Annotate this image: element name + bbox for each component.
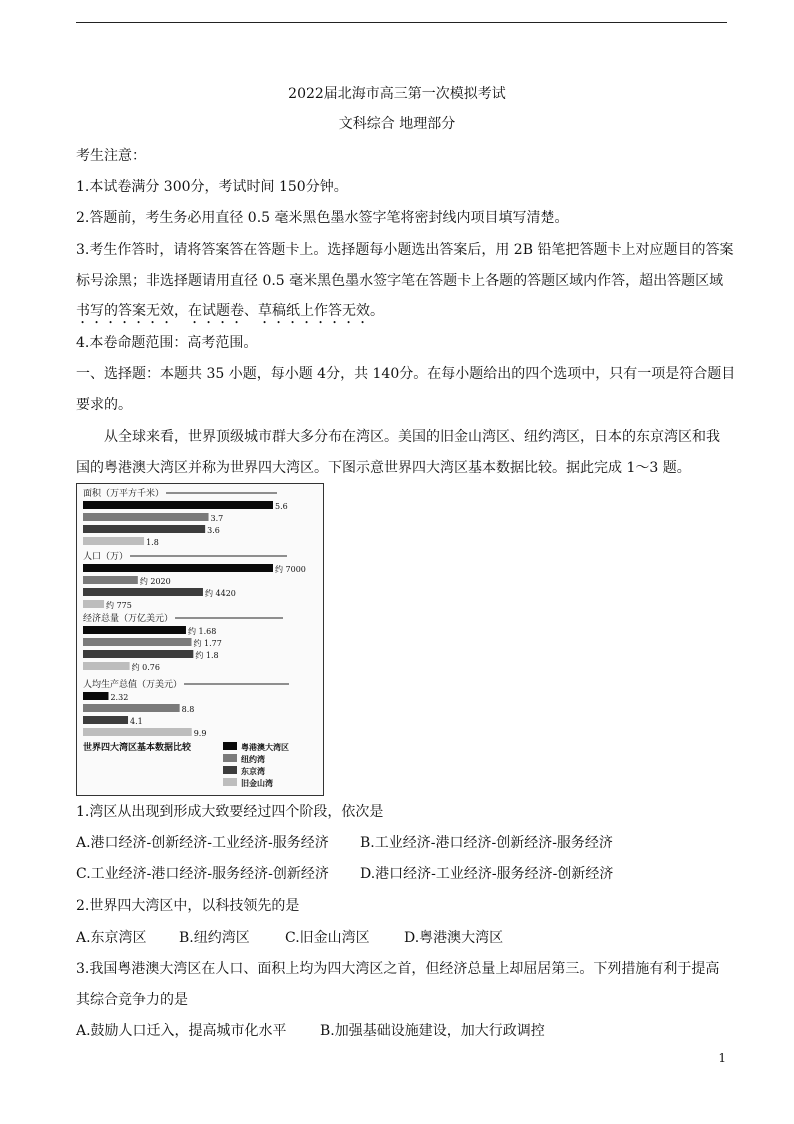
chart-legend-swatch-1 (223, 742, 237, 750)
chart-value-label-1-2: 3.7 (210, 514, 224, 523)
chart-bar-1-1 (83, 501, 273, 509)
question-1-option-d: D.港口经济-工业经济-服务经济-创新经济 (360, 866, 614, 882)
chart-bar-4-4 (83, 728, 192, 736)
chart-bar-3-3 (83, 650, 193, 658)
notice-item-3b: 标号涂黑；非选择题请用直径 0.5 毫米黑色墨水签字笔在答题卡上各题的答题区域内作答，超出答题区域 (76, 273, 724, 289)
chart-bar-1-3 (83, 525, 205, 533)
chart-legend-swatch-4 (223, 778, 237, 786)
section-instruction-1: 一、选择题：本题共 35 小题，每小题 4分，共 140分。在每小题给出的四个选项中，只有一项是符合题目 (76, 366, 736, 382)
chart-value-label-2-1: 约 7000 (275, 565, 306, 574)
chart-bar-3-4 (83, 662, 130, 670)
question-3-stem-2: 其综合竞争力的是 (76, 992, 188, 1008)
chart-value-label-4-2: 8.8 (181, 705, 195, 714)
chart-bar-4-1 (83, 692, 108, 700)
chart-bar-2-1 (83, 564, 273, 572)
chart-value-label-1-4: 1.8 (146, 538, 159, 547)
chart-value-label-1-3: 3.6 (207, 526, 220, 535)
notice-item-4: 4.本卷命题范围：高考范围。 (76, 335, 258, 351)
chart-bar-1-2 (83, 513, 209, 521)
passage-line-1: 从全球来看，世界顶级城市群大多分布在湾区。美国的旧金山湾区、纽约湾区，日本的东京湾区和我 (104, 429, 720, 445)
chart-legend-label-3: 东京湾 (241, 766, 265, 776)
question-1-option-a: A.港口经济-创新经济-工业经济-服务经济 (76, 835, 329, 851)
bar-chart-svg (77, 484, 323, 795)
question-3-stem: 3.我国粤港澳大湾区在人口、面积上均为四大湾区之首，但经济总量上却屈居第三。下列措施有利于提高 (76, 961, 720, 977)
question-2-option-c: C.旧金山湾区 (285, 930, 370, 946)
chart-legend-label-2: 纽约湾 (241, 754, 265, 764)
chart-value-label-4-4: 9.9 (193, 729, 207, 738)
chart-value-label-4-3: 4.1 (130, 717, 143, 726)
chart-bar-2-4 (83, 600, 104, 608)
chart-group-label-3: 经济总量（万亿美元） (83, 614, 174, 624)
chart-value-label-3-4: 约 0.76 (131, 663, 160, 672)
chart-value-label-2-4: 约 775 (106, 601, 132, 610)
chart-bar-1-4 (83, 537, 144, 545)
chart-group-label-4: 人均生产总值（万美元） (83, 680, 183, 690)
passage-line-2: 国的粤港澳大湾区并称为世界四大湾区。下图示意世界四大湾区基本数据比较。据此完成 1～3 题。 (76, 460, 691, 476)
chart-bar-3-1 (83, 626, 186, 634)
header-rule (76, 22, 727, 23)
chart-value-label-2-3: 约 4420 (204, 589, 236, 598)
exam-subtitle: 文科综合 地理部分 (338, 116, 456, 132)
chart-bar-2-3 (83, 588, 203, 596)
question-2-option-a: A.东京湾区 (76, 930, 147, 946)
notice-heading: 考生注意： (76, 148, 146, 164)
chart-bar-4-3 (83, 716, 128, 724)
chart-legend-swatch-2 (223, 754, 237, 762)
chart-value-label-4-1: 2.32 (110, 693, 129, 702)
notice-item-1: 1.本试卷满分 300分，考试时间 150分钟。 (76, 179, 348, 195)
question-3-option-a: A.鼓励人口迁入，提高城市化水平 (76, 1023, 287, 1039)
notice-item-3a: 3.考生作答时，请将答案答在答题卡上。选择题每小题选出答案后，用 2B 铅笔把答题卡上对应题目的答案 (76, 242, 734, 258)
chart-value-label-1-1: 5.6 (275, 502, 288, 511)
chart-value-label-3-2: 约 1.77 (193, 639, 222, 648)
question-2-stem: 2.世界四大湾区中，以科技领先的是 (76, 898, 300, 914)
chart-group-label-2: 人口（万） (83, 552, 129, 562)
question-1-option-c: C.工业经济-港口经济-服务经济-创新经济 (76, 866, 329, 882)
period: 。 (370, 303, 384, 319)
question-1-option-b: B.工业经济-港口经济-创新经济-服务经济 (360, 835, 613, 851)
chart-bar-2-2 (83, 576, 138, 584)
bay-area-chart (76, 483, 324, 796)
chart-value-label-3-3: 约 1.8 (195, 651, 219, 660)
question-2-option-d: D.粤港澳大湾区 (404, 930, 504, 946)
chart-legend-label-4: 旧金山湾 (241, 778, 273, 788)
question-3-option-b: B.加强基础设施建设，加大行政调控 (320, 1023, 545, 1039)
section-instruction-2: 要求的。 (76, 397, 132, 413)
emphasis-text-2: 在试题卷、草稿纸上作答无效 (188, 303, 370, 319)
chart-group-label-1: 面积（万平方千米） (83, 489, 165, 499)
chart-legend-swatch-3 (223, 766, 237, 774)
chart-bar-4-2 (83, 704, 180, 712)
chart-value-label-2-2: 约 2020 (139, 577, 171, 586)
question-1-stem: 1.湾区从出现到形成大致要经过四个阶段，依次是 (76, 804, 384, 820)
notice-item-3c (76, 301, 384, 327)
chart-bar-3-2 (83, 638, 191, 646)
emphasis-text-1: 书写的答案无效， (76, 303, 188, 319)
chart-legend-label-1: 粤港澳大湾区 (241, 742, 289, 752)
chart-value-label-3-1: 约 1.68 (187, 627, 217, 636)
page-number: 1 (718, 1051, 726, 1065)
question-2-option-b: B.纽约湾区 (179, 930, 250, 946)
chart-title: 世界四大湾区基本数据比较 (83, 743, 192, 753)
notice-item-2: 2.答题前，考生务必用直径 0.5 毫米黑色墨水签字笔将密封线内项目填写清楚。 (76, 210, 569, 226)
exam-title: 2022届北海市高三第一次模拟考试 (288, 86, 506, 102)
